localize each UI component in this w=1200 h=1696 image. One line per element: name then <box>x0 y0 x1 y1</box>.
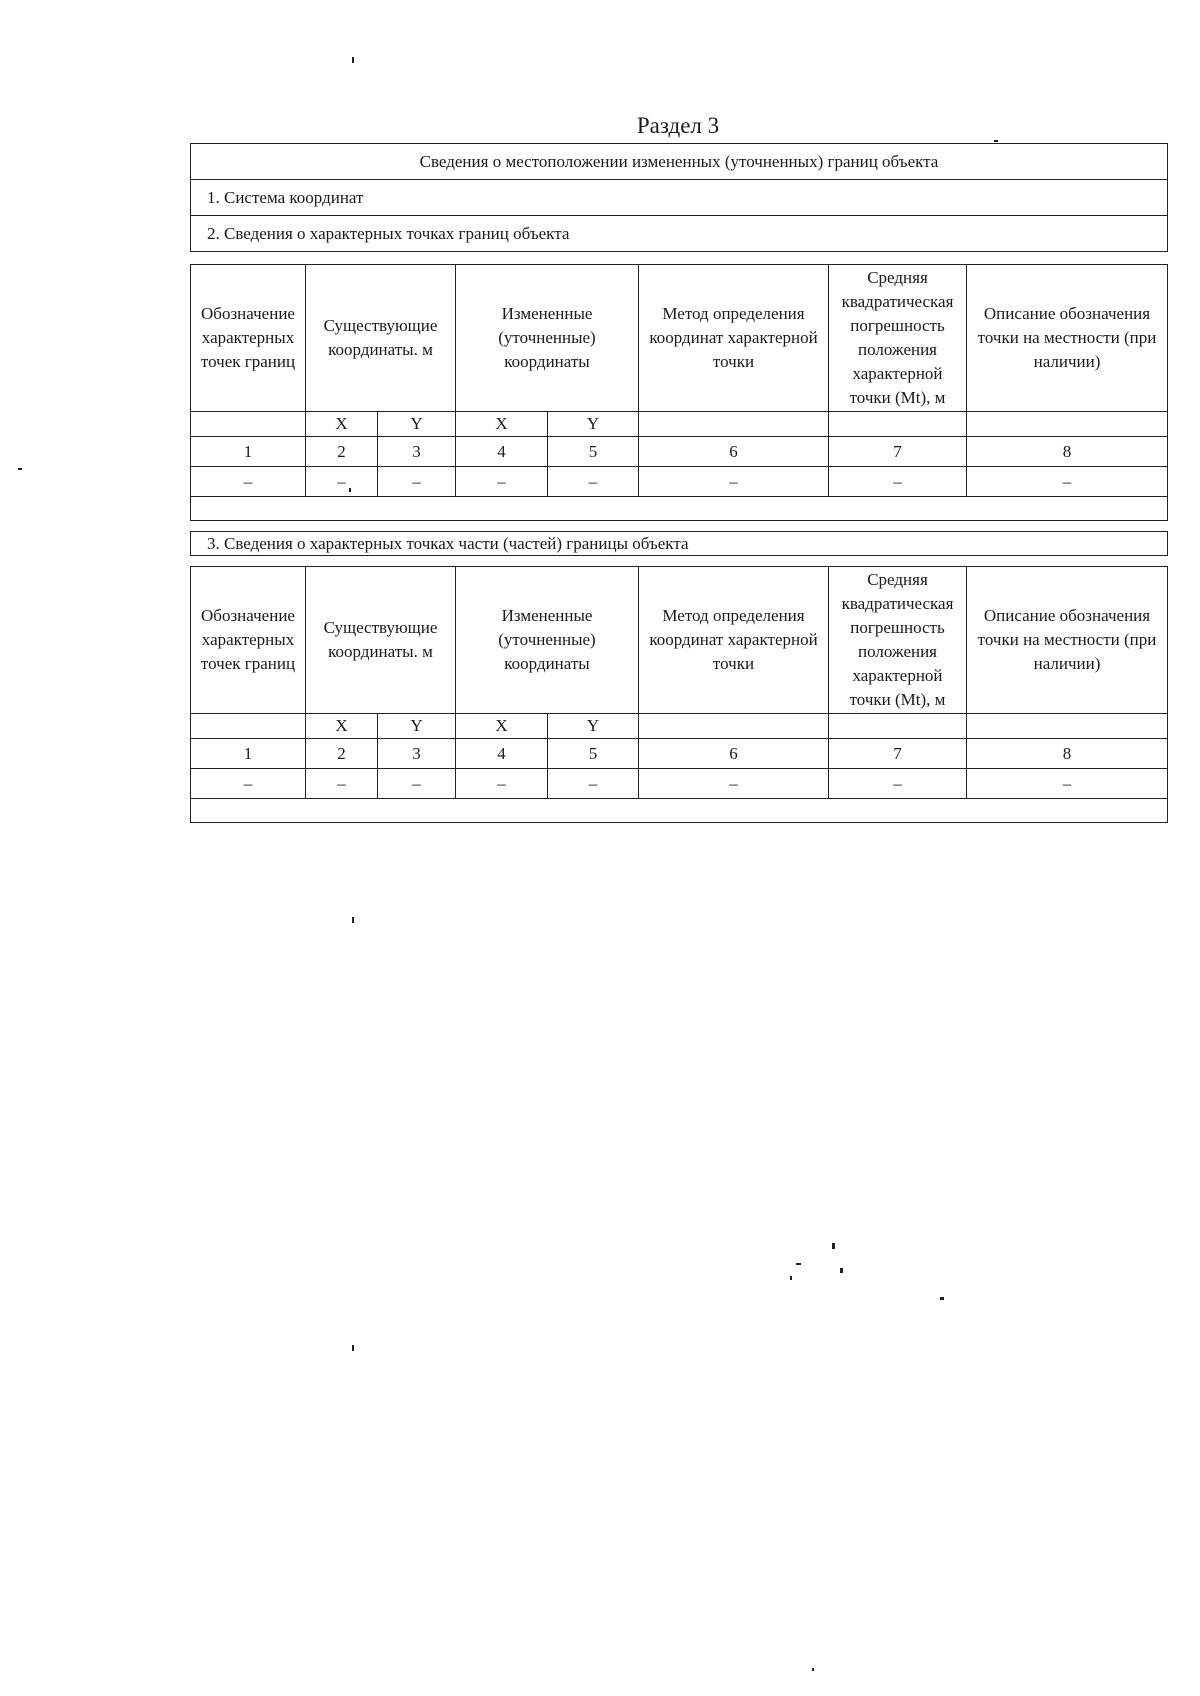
table-cell: – <box>639 467 829 497</box>
column-number: 4 <box>456 739 548 769</box>
column-number: 8 <box>967 739 1168 769</box>
table-cell: – <box>967 467 1168 497</box>
col-existing-coordinates: Существующие координаты. м <box>306 567 456 714</box>
column-number: 1 <box>191 739 306 769</box>
column-number: 5 <box>548 437 639 467</box>
col-changed-coordinates: Измененные (уточненные) координаты <box>456 567 639 714</box>
table-cell: – <box>378 467 456 497</box>
table-cell: – <box>829 769 967 799</box>
column-number: 6 <box>639 437 829 467</box>
part-boundary-points-label: 3. Сведения о характерных точках части (частей) границы объекта <box>191 532 1168 556</box>
scan-speck <box>840 1268 843 1273</box>
sub-y-changed: Y <box>548 412 639 437</box>
sub-x-changed: X <box>456 412 548 437</box>
column-number: 1 <box>191 437 306 467</box>
section-heading: Сведения о местоположении измененных (уточненных) границ объекта <box>191 144 1168 180</box>
column-number: 2 <box>306 437 378 467</box>
column-number: 7 <box>829 739 967 769</box>
column-number: 3 <box>378 437 456 467</box>
coordinate-system-label: 1. Система координат <box>191 180 1168 216</box>
col-mean-square-error: Средняя квадратическая погрешность положения характерной точки (Mt), м <box>829 567 967 714</box>
table-cell: – <box>306 467 378 497</box>
scan-speck <box>812 1668 814 1671</box>
col-point-designation: Обозначение характерных точек границ <box>191 567 306 714</box>
scan-speck <box>940 1297 944 1300</box>
scan-speck <box>832 1243 835 1249</box>
column-number: 5 <box>548 739 639 769</box>
column-number: 6 <box>639 739 829 769</box>
col-changed-coordinates: Измененные (уточненные) координаты <box>456 265 639 412</box>
sub-x-changed: X <box>456 714 548 739</box>
col-mean-square-error: Средняя квадратическая погрешность положения характерной точки (Mt), м <box>829 265 967 412</box>
column-number: 4 <box>456 437 548 467</box>
page-title: Раздел 3 <box>636 113 720 138</box>
column-number: 7 <box>829 437 967 467</box>
table-cell: – <box>456 467 548 497</box>
col-existing-coordinates: Существующие координаты. м <box>306 265 456 412</box>
sub-x-existing: X <box>306 714 378 739</box>
col-point-description: Описание обозначения точки на местности (при наличии) <box>967 567 1168 714</box>
col-determination-method: Метод определения координат характерной точки <box>639 567 829 714</box>
col-point-designation: Обозначение характерных точек границ <box>191 265 306 412</box>
scan-speck <box>352 57 354 63</box>
scan-speck <box>352 1345 354 1351</box>
scan-speck <box>18 468 22 470</box>
scan-speck <box>796 1263 801 1265</box>
sub-x-existing: X <box>306 412 378 437</box>
table-cell: – <box>306 769 378 799</box>
scan-speck <box>352 917 354 923</box>
scan-speck <box>994 140 998 142</box>
table-cell: – <box>967 769 1168 799</box>
column-number: 3 <box>378 739 456 769</box>
table-cell: – <box>378 769 456 799</box>
sub-y-existing: Y <box>378 412 456 437</box>
table-cell: – <box>191 769 306 799</box>
table-cell: – <box>191 467 306 497</box>
scan-speck <box>349 488 351 492</box>
column-number: 8 <box>967 437 1168 467</box>
scan-speck <box>790 1276 792 1280</box>
table-cell: – <box>548 769 639 799</box>
sub-y-changed: Y <box>548 714 639 739</box>
sub-y-existing: Y <box>378 714 456 739</box>
boundary-points-label: 2. Сведения о характерных точках границ объекта <box>191 216 1168 252</box>
table-cell: – <box>639 769 829 799</box>
table-cell: – <box>456 769 548 799</box>
col-point-description: Описание обозначения точки на местности (при наличии) <box>967 265 1168 412</box>
col-determination-method: Метод определения координат характерной точки <box>639 265 829 412</box>
column-number: 2 <box>306 739 378 769</box>
table-cell: – <box>829 467 967 497</box>
table-cell: – <box>548 467 639 497</box>
